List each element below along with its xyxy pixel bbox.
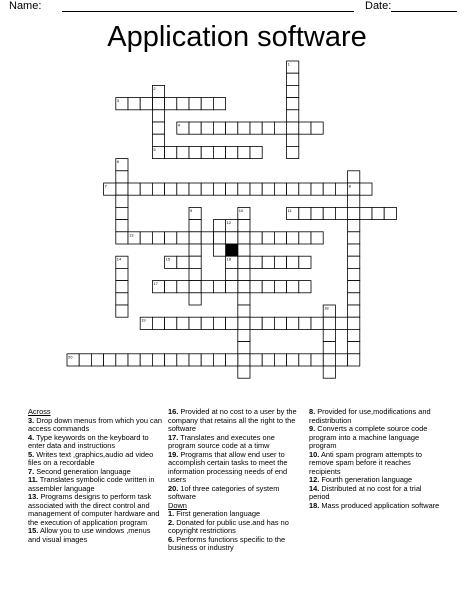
grid-cell[interactable] — [262, 232, 274, 244]
clue-number: 13. — [28, 492, 39, 501]
clues-column-1 — [28, 408, 163, 544]
clue-number: 20. — [168, 483, 179, 493]
grid-cell[interactable] — [238, 146, 250, 158]
cell-number: 7 — [104, 183, 107, 189]
grid-cell[interactable] — [189, 220, 201, 232]
grid-cell[interactable] — [177, 98, 189, 110]
grid-cell[interactable] — [274, 183, 286, 195]
grid-cell[interactable] — [213, 220, 225, 232]
clue-number: 1. — [168, 509, 175, 518]
clue-text: Writes text ,graphics,audio ad video files on a recordable — [28, 449, 154, 467]
grid-cell[interactable] — [79, 354, 91, 366]
grid-cell[interactable] — [201, 232, 213, 244]
clue-number: 5. — [28, 449, 35, 459]
grid-cell[interactable] — [165, 98, 177, 110]
grid-cell[interactable] — [177, 146, 189, 158]
cell-number: 20 — [68, 354, 73, 360]
grid-cell[interactable] — [335, 183, 347, 195]
clue-text: Programs designs to perform task associated with the direct control and management of computer hardware and the execution of application program — [28, 492, 160, 527]
cell-number: 2 — [153, 85, 156, 91]
grid-cell[interactable] — [299, 354, 311, 366]
grid-cell[interactable] — [250, 256, 262, 268]
cell-number: 13 — [129, 232, 134, 238]
name-label: Name: — [9, 0, 42, 12]
down-heading: Down — [168, 500, 187, 510]
grid-cell[interactable] — [287, 183, 299, 195]
grid-cell[interactable] — [213, 232, 225, 244]
clue-number: 11. — [28, 475, 38, 484]
grid-cell[interactable] — [128, 354, 140, 366]
grid-cell[interactable] — [238, 122, 250, 134]
grid-cell[interactable] — [299, 281, 311, 293]
black-square — [226, 244, 238, 256]
grid-cell[interactable] — [165, 232, 177, 244]
clue-number: 14. — [309, 483, 320, 493]
cell-number: 18 — [324, 305, 329, 311]
grid-cell[interactable] — [250, 232, 262, 244]
grid-cell[interactable] — [323, 342, 335, 354]
clue-text: Second generation language — [36, 466, 131, 476]
grid-cell[interactable] — [238, 256, 250, 268]
page-title: Application software — [107, 21, 367, 53]
grid-cell[interactable] — [189, 122, 201, 134]
grid-cell[interactable] — [238, 293, 250, 305]
grid-cell[interactable] — [274, 256, 286, 268]
grid-cell[interactable] — [201, 317, 213, 329]
grid-cell[interactable] — [348, 293, 360, 305]
cell-number: 4 — [177, 122, 181, 128]
grid-cell[interactable] — [116, 220, 128, 232]
cell-number: 9 — [190, 207, 193, 213]
grid-cell[interactable] — [348, 220, 360, 232]
grid-cell[interactable] — [287, 354, 299, 366]
grid-cell[interactable] — [238, 354, 250, 366]
grid-cell[interactable] — [287, 232, 299, 244]
grid-cell[interactable] — [213, 281, 225, 293]
grid-cell[interactable] — [299, 207, 311, 219]
grid-cell[interactable] — [238, 183, 250, 195]
grid-cell[interactable] — [348, 329, 360, 341]
grid-cell[interactable] — [262, 183, 274, 195]
grid-cell[interactable] — [213, 244, 225, 256]
clue-text: Provided for use,modifications and redistribution — [309, 407, 431, 425]
grid-cell[interactable] — [165, 354, 177, 366]
grid-cell[interactable] — [116, 207, 128, 219]
grid-cell[interactable] — [262, 354, 274, 366]
grid-cell[interactable] — [250, 354, 262, 366]
grid-cell[interactable] — [177, 354, 189, 366]
grid-cell[interactable] — [238, 366, 250, 378]
clue-text: Type keywords on the keyboard to enter data and instructions — [28, 432, 149, 450]
grid-cell[interactable] — [189, 354, 201, 366]
grid-cell[interactable] — [287, 317, 299, 329]
clue-text: Translates symbolic code written in assembler language — [28, 475, 155, 493]
grid-cell[interactable] — [384, 207, 396, 219]
grid-cell[interactable] — [299, 232, 311, 244]
grid-cell[interactable] — [226, 232, 238, 244]
grid-cell[interactable] — [238, 317, 250, 329]
clue-item — [28, 434, 163, 451]
grid-cell[interactable] — [165, 183, 177, 195]
grid-cell[interactable] — [140, 183, 152, 195]
grid-cell[interactable] — [213, 354, 225, 366]
grid-cell[interactable] — [201, 122, 213, 134]
grid-cell[interactable] — [152, 354, 164, 366]
grid-cell[interactable] — [177, 317, 189, 329]
clue-number: 16. — [168, 407, 179, 416]
clue-text: Donated for public use.and has no copyright restrictions — [168, 517, 289, 535]
grid-cell[interactable] — [104, 354, 116, 366]
grid-cell[interactable] — [262, 317, 274, 329]
clue-text: Allow you to use windows ,menus and visual images — [28, 526, 151, 544]
grid-cell[interactable] — [287, 256, 299, 268]
grid-cell[interactable] — [311, 354, 323, 366]
grid-cell[interactable] — [152, 98, 164, 110]
grid-cell[interactable] — [238, 244, 250, 256]
grid-cell[interactable] — [287, 110, 299, 122]
grid-cell[interactable] — [128, 98, 140, 110]
clue-item — [28, 451, 163, 468]
grid-cell[interactable] — [177, 232, 189, 244]
grid-cell[interactable] — [287, 146, 299, 158]
grid-cell[interactable] — [226, 354, 238, 366]
grid-cell[interactable] — [213, 146, 225, 158]
grid-cell[interactable] — [189, 317, 201, 329]
grid-cell[interactable] — [299, 183, 311, 195]
grid-cell[interactable] — [152, 134, 164, 146]
grid-cell[interactable] — [189, 98, 201, 110]
grid-cell[interactable] — [116, 232, 128, 244]
grid-cell[interactable] — [299, 256, 311, 268]
grid-cell[interactable] — [177, 281, 189, 293]
grid-cell[interactable] — [287, 122, 299, 134]
clue-item — [168, 485, 303, 502]
clue-number: 12. — [309, 475, 320, 484]
cell-number: 14 — [116, 256, 122, 262]
grid-cell[interactable] — [189, 293, 201, 305]
grid-cell[interactable] — [128, 183, 140, 195]
grid-cell[interactable] — [274, 317, 286, 329]
grid-cell[interactable] — [116, 183, 128, 195]
grid-cell[interactable] — [348, 317, 360, 329]
grid-cell[interactable] — [226, 317, 238, 329]
clue-number: 17. — [168, 432, 179, 442]
grid-cell[interactable] — [201, 146, 213, 158]
clue-text: 1of three categories of system software — [168, 483, 280, 501]
grid-cell[interactable] — [250, 317, 262, 329]
grid-cell[interactable] — [152, 122, 164, 134]
clue-item — [309, 408, 444, 425]
grid-cell[interactable] — [213, 317, 225, 329]
grid-cell[interactable] — [226, 183, 238, 195]
grid-cell[interactable] — [348, 268, 360, 280]
grid-cell[interactable] — [323, 207, 335, 219]
grid-cell[interactable] — [287, 98, 299, 110]
grid-cell[interactable] — [226, 268, 238, 280]
date-label: Date: — [365, 0, 392, 12]
grid-cell[interactable] — [213, 183, 225, 195]
cell-number: 10 — [238, 207, 244, 213]
clue-number: 18. — [309, 500, 320, 510]
clue-text: Performs functions specific to the business or industry — [168, 534, 286, 552]
grid-cell[interactable] — [250, 281, 262, 293]
grid-cell[interactable] — [335, 354, 347, 366]
grid-cell[interactable] — [348, 207, 360, 219]
grid-cell[interactable] — [348, 195, 360, 207]
grid-cell[interactable] — [311, 317, 323, 329]
cell-number: 16 — [226, 256, 232, 262]
grid-cell[interactable] — [274, 281, 286, 293]
cell-number: 1 — [287, 61, 290, 67]
grid-cell[interactable] — [116, 281, 128, 293]
grid-cell[interactable] — [311, 183, 323, 195]
clue-text: Anti spam program attempts to remove spam before it reaches recipients — [309, 449, 422, 476]
grid-cell[interactable] — [189, 146, 201, 158]
clue-text: Fourth generation language — [321, 475, 413, 484]
grid-cell[interactable] — [250, 146, 262, 158]
grid-cell[interactable] — [287, 134, 299, 146]
grid-cell[interactable] — [323, 317, 335, 329]
grid-cell[interactable] — [165, 317, 177, 329]
grid-cell[interactable] — [262, 122, 274, 134]
clue-item — [168, 408, 303, 434]
grid-cell[interactable] — [348, 256, 360, 268]
clue-item — [309, 502, 444, 511]
grid-cell[interactable] — [226, 281, 238, 293]
grid-cell[interactable] — [238, 305, 250, 317]
clue-text: Drop down menus from which you can access commands — [28, 415, 162, 433]
grid-cell[interactable] — [323, 366, 335, 378]
grid-cell[interactable] — [152, 232, 164, 244]
grid-cell[interactable] — [311, 207, 323, 219]
clue-item — [309, 451, 444, 477]
clue-number: 9. — [309, 424, 316, 433]
clue-text: Translates and executes one program source code at a timw — [168, 432, 275, 450]
clue-text: Programs that allow end user to accomplish certain tasks to meet the information processing needs of end users — [168, 449, 288, 484]
grid-cell[interactable] — [360, 183, 372, 195]
grid-cell[interactable] — [213, 122, 225, 134]
cell-number: 3 — [116, 98, 120, 104]
grid-cell[interactable] — [323, 183, 335, 195]
grid-cell[interactable] — [116, 305, 128, 317]
grid-cell[interactable] — [177, 256, 189, 268]
cell-number: 11 — [287, 207, 292, 213]
grid-cell[interactable] — [226, 146, 238, 158]
grid-cell[interactable] — [116, 171, 128, 183]
clue-text: Distributed at no cost for a trial period — [309, 483, 422, 501]
grid-cell[interactable] — [189, 244, 201, 256]
clues-column-3 — [309, 408, 444, 510]
grid-cell[interactable] — [152, 110, 164, 122]
grid-cell[interactable] — [287, 281, 299, 293]
grid-cell[interactable] — [116, 293, 128, 305]
across-heading: Across — [28, 407, 51, 416]
clue-number: 8. — [309, 407, 316, 416]
grid-cell[interactable] — [116, 195, 128, 207]
grid-cell[interactable] — [274, 122, 286, 134]
grid-cell[interactable] — [262, 281, 274, 293]
clue-number: 15. — [28, 526, 39, 535]
grid-cell[interactable] — [165, 281, 177, 293]
grid-cell[interactable] — [238, 232, 250, 244]
grid-cell[interactable] — [238, 220, 250, 232]
cell-number: 12 — [226, 220, 232, 226]
grid-cell[interactable] — [91, 354, 103, 366]
grid-cell[interactable] — [165, 146, 177, 158]
clue-item — [309, 485, 444, 502]
clue-number: 19. — [168, 449, 179, 459]
grid-cell[interactable] — [348, 281, 360, 293]
grid-cell[interactable] — [177, 183, 189, 195]
grid-cell[interactable] — [140, 98, 152, 110]
grid-cell[interactable] — [348, 354, 360, 366]
clue-item — [28, 493, 163, 527]
grid-cell[interactable] — [311, 122, 323, 134]
clue-number: 10. — [309, 449, 320, 459]
grid-cell[interactable] — [201, 281, 213, 293]
clue-text: First generation language — [176, 509, 261, 518]
clue-item — [28, 476, 163, 493]
clue-number: 3. — [28, 415, 35, 425]
grid-cell[interactable] — [152, 183, 164, 195]
grid-cell[interactable] — [201, 354, 213, 366]
grid-cell[interactable] — [116, 354, 128, 366]
grid-cell[interactable] — [323, 329, 335, 341]
cell-number: 15 — [165, 256, 171, 262]
cell-number: 17 — [153, 281, 158, 287]
grid-cell[interactable] — [348, 305, 360, 317]
grid-cell[interactable] — [360, 207, 372, 219]
clue-item — [28, 527, 163, 544]
clue-text: Provided at no cost to a user by the company that retains all the right to the software — [168, 407, 297, 433]
cell-number: 19 — [141, 317, 146, 323]
grid-cell[interactable] — [189, 232, 201, 244]
grid-cell[interactable] — [348, 244, 360, 256]
grid-cell[interactable] — [213, 98, 225, 110]
grid-cell[interactable] — [335, 207, 347, 219]
grid-cell[interactable] — [116, 268, 128, 280]
cell-number: 8 — [348, 183, 351, 189]
clue-text: Converts a complete source code program into a machine language program — [309, 424, 428, 450]
grid-cell[interactable] — [348, 171, 360, 183]
cell-number: 6 — [116, 159, 120, 165]
grid-cell[interactable] — [189, 268, 201, 280]
grid-cell[interactable] — [250, 122, 262, 134]
grid-cell[interactable] — [189, 183, 201, 195]
grid-cell[interactable] — [140, 232, 152, 244]
grid-cell[interactable] — [238, 342, 250, 354]
grid-cell[interactable] — [348, 342, 360, 354]
grid-cell[interactable] — [189, 281, 201, 293]
clue-item — [168, 451, 303, 485]
clue-number: 6. — [168, 534, 175, 544]
grid-cell[interactable] — [201, 183, 213, 195]
grid-cell[interactable] — [238, 329, 250, 341]
grid-cell[interactable] — [250, 183, 262, 195]
clue-item — [168, 519, 303, 536]
grid-cell[interactable] — [299, 317, 311, 329]
clue-item — [168, 434, 303, 451]
clue-number: 2. — [168, 517, 175, 527]
grid-cell[interactable] — [323, 354, 335, 366]
clue-item — [309, 425, 444, 451]
grid-cell[interactable] — [152, 317, 164, 329]
grid-cell[interactable] — [372, 207, 384, 219]
grid-cell[interactable] — [311, 232, 323, 244]
clue-item — [168, 536, 303, 553]
grid-cell[interactable] — [262, 256, 274, 268]
clue-item — [28, 417, 163, 434]
grid-cell[interactable] — [238, 281, 250, 293]
grid-cell[interactable] — [238, 268, 250, 280]
clue-text: Mass produced application software — [321, 500, 440, 510]
grid-cell[interactable] — [348, 232, 360, 244]
grid-cell[interactable] — [335, 317, 347, 329]
grid-cell[interactable] — [274, 354, 286, 366]
grid-cell[interactable] — [201, 98, 213, 110]
grid-cell[interactable] — [287, 85, 299, 97]
grid-cell[interactable] — [287, 73, 299, 85]
grid-cell[interactable] — [189, 256, 201, 268]
clue-number: 4. — [28, 432, 35, 442]
grid-cell[interactable] — [226, 122, 238, 134]
clues-column-2 — [168, 408, 303, 553]
grid-cell[interactable] — [299, 122, 311, 134]
grid-cell[interactable] — [274, 232, 286, 244]
cell-number: 5 — [153, 146, 156, 152]
clue-number: 7. — [28, 466, 35, 476]
grid-cell[interactable] — [140, 354, 152, 366]
